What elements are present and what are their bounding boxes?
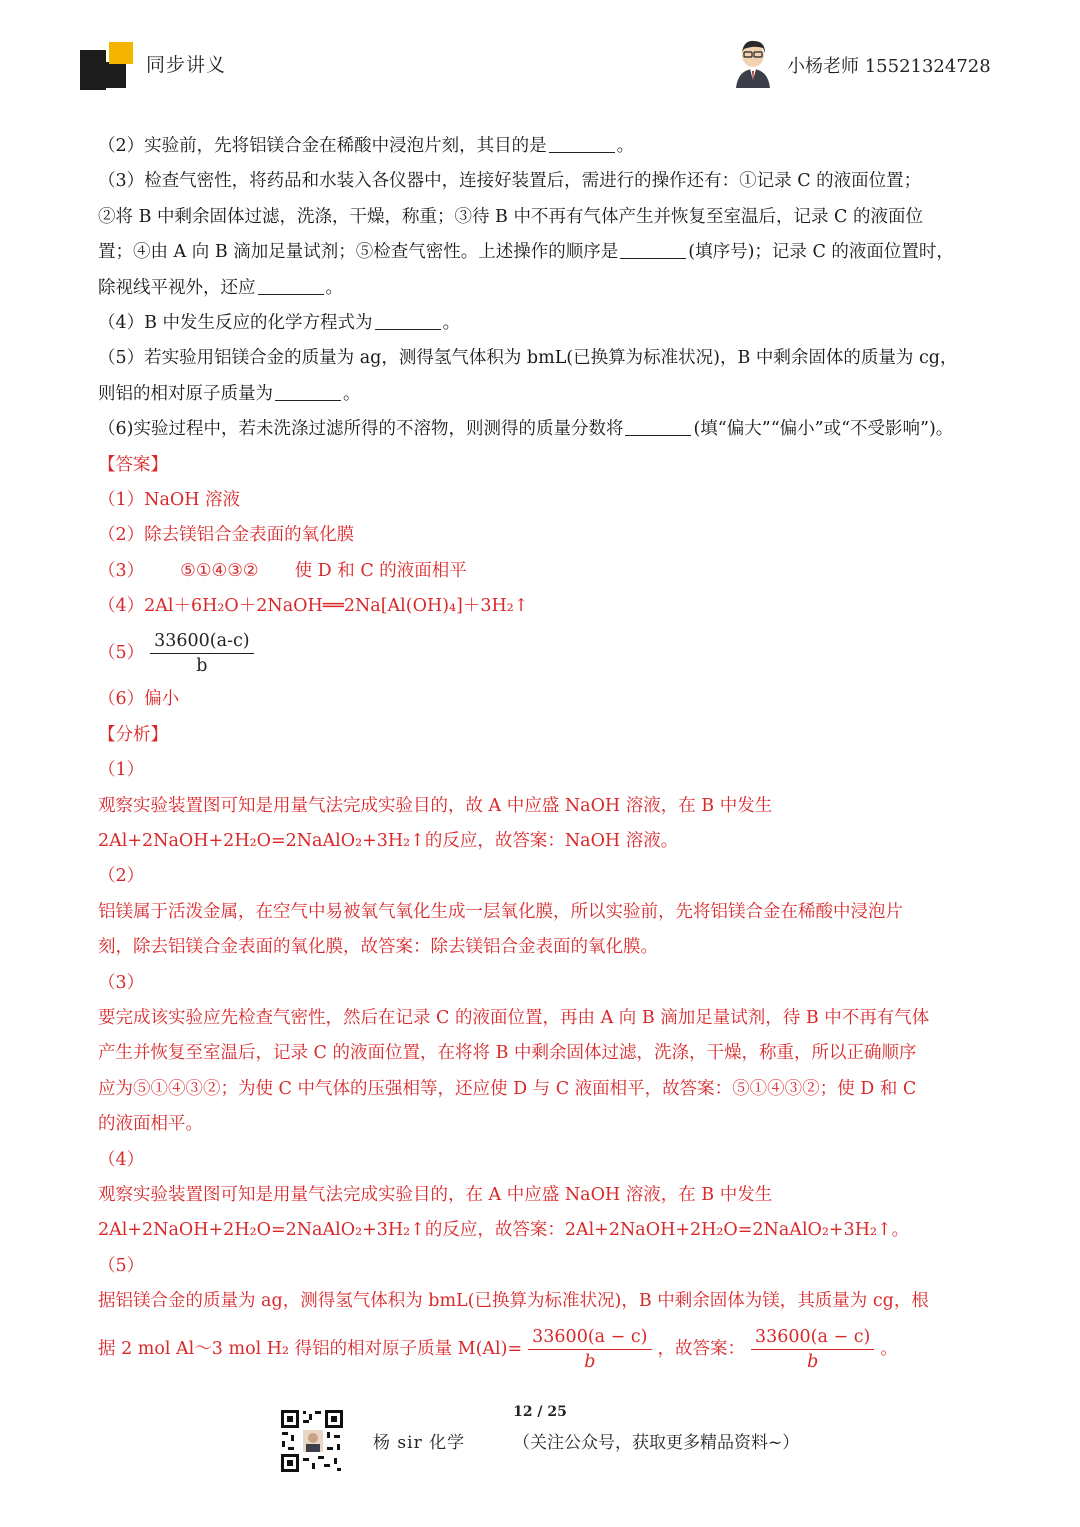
brand-logo [80,42,136,90]
answer-2: （2）除去镁铝合金表面的氧化膜 [98,525,355,546]
analysis-1-label: （1） [98,760,145,781]
analysis-3-line1: 要完成该实验应先检查气密性，然后在记录 C 的液面位置，再由 A 向 B 滴加足量试剂，待 B 中不再有气体 [98,1007,930,1028]
analysis-4-line1: 观察实验装置图可知是用量气法完成实验目的，在 A 中应盛 NaOH 溶液，在 B 中发生 [98,1184,773,1205]
question-5-line1: （5）若实验用铝镁合金的质量为 ag，测得氢气体积为 bmL(已换算为标准状况)，B 中剩余固体的质量为 cg， [98,348,958,369]
question-4: （4）B 中发生反应的化学方程式为 。 [98,306,984,341]
analysis-5-fraction: $\frac{33600(a - c)}{b}$ [528,1325,651,1374]
analysis-3-line2: 产生并恢复至室温后，记录 C 的液面位置，在将将 B 中剩余固体过滤，洗涤，干燥，称重，所以正确顺序 [98,1043,917,1064]
footer-note: （关注公众号，获取更多精品资料~） [513,1433,800,1453]
analysis-2-line2: 刻，除去铝镁合金表面的氧化膜，故答案：除去镁铝合金表面的氧化膜。 [98,937,658,958]
analysis-heading: 【分析】 [98,724,168,745]
answer-blank [549,130,615,153]
answer-blank [275,378,341,401]
question-2: （2）实验前，先将铝镁合金在稀酸中浸泡片刻，其目的是 。 [98,129,984,164]
analysis-5-fraction-answer: $\frac{33600(a - c)}{b}$ [751,1325,874,1374]
analysis-5-line1: 据铝镁合金的质量为 ag，测得氢气体积为 bmL(已换算为标准状况)，B 中剩余固体为镁，其质量为 cg，根 [98,1291,929,1312]
question-3-line1: （3）检查气密性，将药品和水装入各仪器中，连接好装置后，需进行的操作还有：①记录 C 的液面位置； [98,171,922,192]
document-body [98,129,984,1378]
question-3-line4: 除视线平视外，还应 。 [98,271,984,306]
analysis-3-line3: 应为⑤①④③②；为使 C 中气体的压强相等，还应使 D 与 C 液面相平，故答案：⑤①④③②；使 D 和 C [98,1078,917,1099]
answer-5: （5） $\frac{33600(a-c)}{b}$ [98,624,984,682]
answer-6: （6）偏小 [98,689,180,710]
page-number: 12 / 25 [513,1404,567,1420]
answer-4: （4）2Al＋6H₂O＋2NaOH══2Na[Al(OH)₄]＋3H₂↑ [98,596,529,617]
question-6: （6)实验过程中，若未洗涤过滤所得的不溶物，则测得的质量分数将 (填“偏大”“偏小”或“不受影响”)。 [98,412,984,447]
question-3-line3: 置；④由 A 向 B 滴加足量试剂；⑤检查气密性。上述操作的顺序是 (填序号)；记录 C 的液面位置时， [98,235,984,270]
teacher-contact: 小杨老师 15521324728 [787,56,991,77]
analysis-3-line4: 的液面相平。 [98,1114,203,1135]
answer-blank [625,413,691,436]
question-3-line2: ②将 B 中剩余固体过滤，洗涤，干燥，称重；③待 B 中不再有气体产生并恢复至室温后，记录 C 的液面位 [98,206,923,227]
footer-brand: 杨 sir 化学 [373,1433,466,1453]
teacher-avatar-icon [732,38,774,88]
answer-blank [375,307,441,330]
analysis-3-label: （3） [98,972,145,993]
analysis-5-line2: 据 2 mol Al～3 mol H₂ 得铝的相对原子质量 M(Al)= $\frac{33600(a - c)}{b}$ ，故答案： $\frac{33600(a - c)}{b}$ 。 [98,1326,898,1372]
analysis-4-line2: 2Al+2NaOH+2H₂O=2NaAlO₂+3H₂↑的反应，故答案：2Al+2NaOH+2H₂O=2NaAlO₂+3H₂↑。 [98,1220,910,1241]
analysis-4-label: （4） [98,1149,145,1170]
header-title: 同步讲义 [146,54,227,76]
answer-3: （3） ⑤①④③② 使 D 和 C 的液面相平 [98,560,467,581]
answer-1: （1）NaOH 溶液 [98,489,241,510]
answer-blank [258,272,324,295]
question-5-line2: 则铝的相对原子质量为 。 [98,377,984,412]
answer-5-fraction: $\frac{33600(a-c)}{b}$ [150,629,253,678]
analysis-2-line1: 铝镁属于活泼金属，在空气中易被氧气氧化生成一层氧化膜，所以实验前，先将铝镁合金在稀酸中浸泡片 [98,901,903,922]
answer-heading: 【答案】 [98,454,168,475]
analysis-2-label: （2） [98,866,145,887]
analysis-5-label: （5） [98,1255,145,1276]
analysis-1-line1: 观察实验装置图可知是用量气法完成实验目的，故 A 中应盛 NaOH 溶液，在 B 中发生 [98,795,773,816]
analysis-1-line2: 2Al+2NaOH+2H₂O=2NaAlO₂+3H₂↑的反应，故答案：NaOH 溶液。 [98,831,679,852]
answer-blank [620,236,686,259]
